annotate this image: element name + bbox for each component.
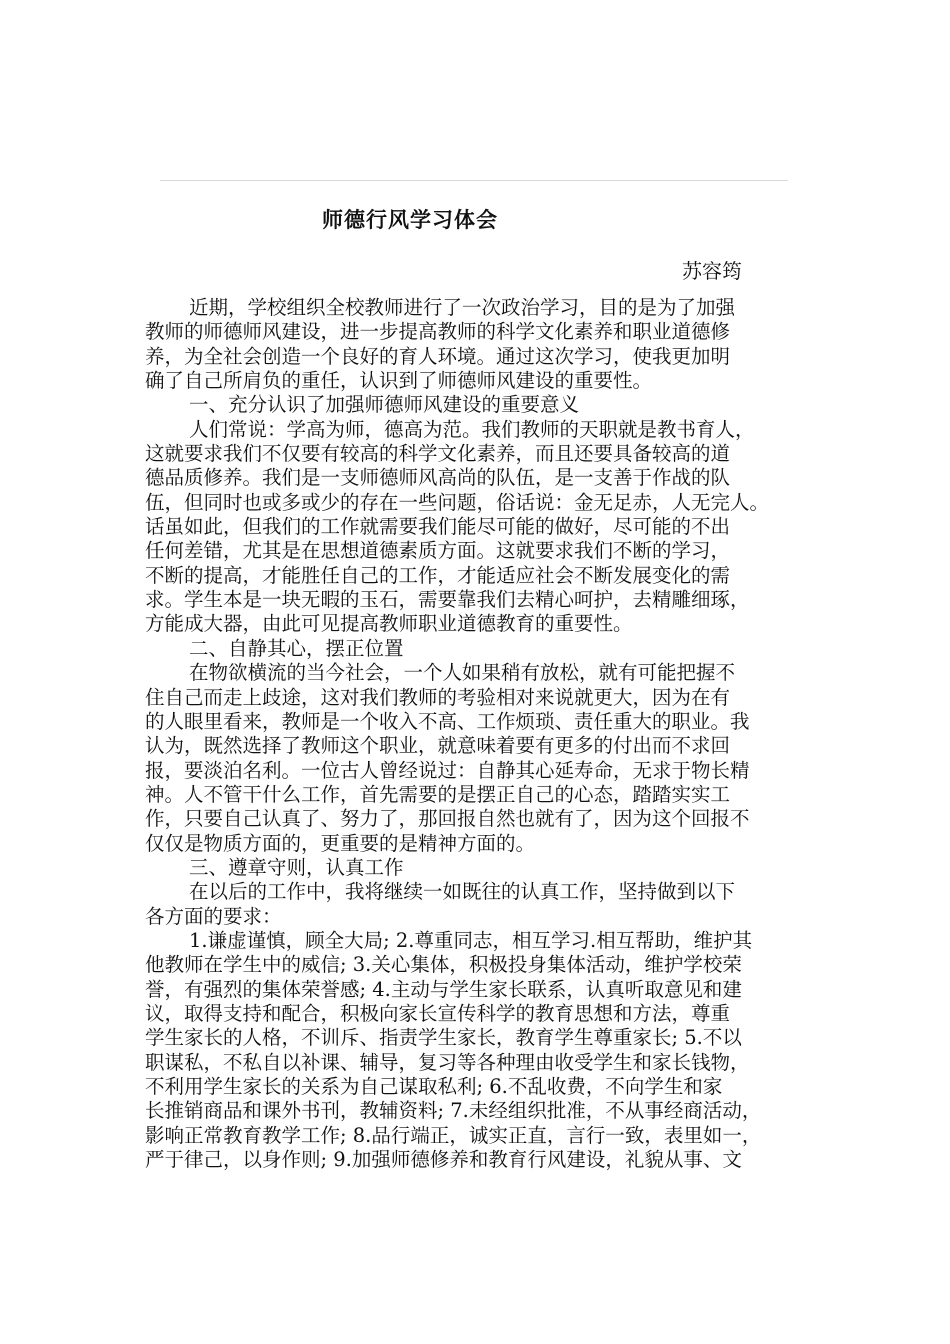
body-line: 认为，既然选择了教师这个职业，就意味着要有更多的付出而不求回 xyxy=(145,734,731,758)
body-line: 话虽如此，但我们的工作就需要我们能尽可能的做好，尽可能的不出 xyxy=(145,515,731,539)
body-line: 神。人不管干什么工作，首先需要的是摆正自己的心态，踏踏实实工 xyxy=(145,782,731,806)
body-line: 确了自己所肩负的重任，认识到了师德师风建设的重要性。 xyxy=(145,369,653,393)
body-line: 伍，但同时也或多或少的存在一些问题，俗话说：金无足赤，人无完人。 xyxy=(145,490,770,514)
body-line: 各方面的要求： xyxy=(145,904,282,928)
body-line: 影响正常教育教学工作; 8.品行端正，诚实正直，言行一致，表里如一， xyxy=(145,1123,762,1147)
body-line: 在物欲横流的当今社会，一个人如果稍有放松，就有可能把握不 xyxy=(189,661,736,685)
body-line: 不利用学生家长的关系为自己谋取私利; 6.不乱收费，不向学生和家 xyxy=(145,1075,723,1098)
document-author: 苏容筠 xyxy=(682,259,742,283)
body-line: 议，取得支持和配合，积极向家长宣传科学的教育思想和方法，尊重 xyxy=(145,1001,731,1025)
body-line: 人们常说：学高为师，德高为范。我们教师的天职就是教书育人， xyxy=(189,417,755,441)
document-body xyxy=(145,296,805,1172)
body-line: 誉，有强烈的集体荣誉感; 4.主动与学生家长联系，认真听取意见和建 xyxy=(145,977,742,1001)
body-line: 求。学生本是一块无暇的玉石，需要靠我们去精心呵护，去精雕细琢， xyxy=(145,588,750,612)
body-line: 教师的师德师风建设，进一步提高教师的科学文化素养和职业道德修 xyxy=(145,320,731,344)
section-heading: 二、自静其心，摆正位置 xyxy=(189,636,404,660)
body-line: 1.谦虚谨慎，顾全大局; 2.尊重同志，相互学习.相互帮助，维护其 xyxy=(189,928,753,952)
body-line: 职谋私，不私自以补课、辅导，复习等各种理由收受学生和家长钱物， xyxy=(145,1050,750,1074)
body-line: 长推销商品和课外书刊，教辅资料; 7.未经组织批准，不从事经商活动， xyxy=(145,1099,762,1123)
section-heading: 一、充分认识了加强师德师风建设的重要意义 xyxy=(189,393,580,417)
body-line: 作，只要自己认真了、努力了，那回报自然也就有了，因为这个回报不 xyxy=(145,807,750,831)
body-line: 任何差错，尤其是在思想道德素质方面。这就要求我们不断的学习， xyxy=(145,539,731,563)
body-line: 这就要求我们不仅要有较高的科学文化素养，而且还要具备较高的道 xyxy=(145,442,731,466)
body-line: 学生家长的人格，不训斥、指责学生家长，教育学生尊重家长; 5.不以 xyxy=(145,1026,742,1050)
body-line: 他教师在学生中的威信; 3.关心集体，积极投身集体活动，维护学校荣 xyxy=(145,953,742,977)
body-line: 报，要淡泊名利。一位古人曾经说过：自静其心延寿命，无求于物长精 xyxy=(145,758,750,782)
body-line: 严于律己，以身作则; 9.加强师德修养和教育行风建设，礼貌从事、文 xyxy=(145,1148,742,1172)
header-divider xyxy=(160,180,788,181)
body-line: 仅仅是物质方面的，更重要的是精神方面的。 xyxy=(145,831,536,855)
section-heading: 三、遵章守则，认真工作 xyxy=(189,855,404,879)
body-line: 不断的提高，才能胜任自己的工作，才能适应社会不断发展变化的需 xyxy=(145,563,731,587)
document-title: 师德行风学习体会 xyxy=(322,208,498,232)
body-line: 在以后的工作中，我将继续一如既往的认真工作，坚持做到以下 xyxy=(189,880,736,904)
body-line: 近期，学校组织全校教师进行了一次政治学习，目的是为了加强 xyxy=(189,296,736,319)
body-line: 方能成大器，由此可见提高教师职业道德教育的重要性。 xyxy=(145,612,633,636)
body-line: 养，为全社会创造一个良好的育人环境。通过这次学习，使我更加明 xyxy=(145,344,731,368)
body-line: 德品质修养。我们是一支师德师风高尚的队伍，是一支善于作战的队 xyxy=(145,466,731,490)
body-line: 的人眼里看来，教师是一个收入不高、工作烦琐、责任重大的职业。我 xyxy=(145,709,750,733)
body-line: 住自己而走上歧途，这对我们教师的考验相对来说就更大，因为在有 xyxy=(145,685,731,709)
